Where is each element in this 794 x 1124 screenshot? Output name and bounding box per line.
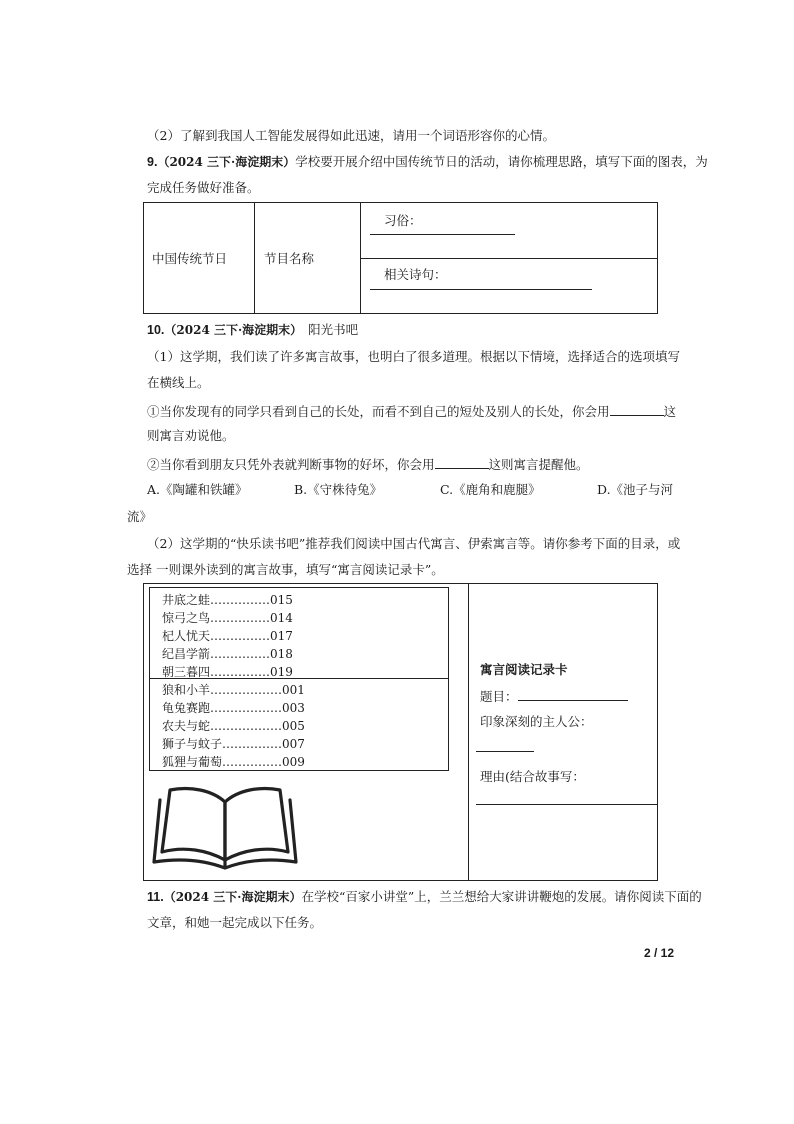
toc-chinese-fables xyxy=(149,587,449,679)
q10-number: 10. xyxy=(147,323,165,337)
q9-source: （2024 三下·海淀期末） xyxy=(157,155,296,169)
q11-line2: 文章，和她一起完成以下任务。 xyxy=(147,915,323,930)
toc-item: 狐狸与葡萄……………009 xyxy=(162,755,305,769)
poem-blank[interactable] xyxy=(370,289,592,290)
topic-blank[interactable] xyxy=(518,686,628,701)
q11-line1 xyxy=(147,888,702,906)
q8-sub2-text: （2）了解到我国人工智能发展得如此迅速，请用一个词语形容你的心情。 xyxy=(147,128,555,143)
option-c: C.《鹿角和鹿腿》 xyxy=(440,482,541,497)
q11-source: （2024 三下·海淀期末） xyxy=(163,890,302,904)
item2-tail: 这则寓言提醒他。 xyxy=(488,457,589,472)
q11-number: 11. xyxy=(147,890,164,904)
q10-item1-b: 则寓言劝说他。 xyxy=(147,428,235,443)
q11-text-a: 在学校“百家小讲堂”上，兰兰想给大家讲讲鞭炮的发展。请你阅读下面的 xyxy=(301,889,702,904)
toc-item: 农夫与蛇………………005 xyxy=(162,719,305,733)
fable-box xyxy=(143,583,658,881)
open-book-icon xyxy=(152,780,298,872)
q10-title: 阳光书吧 xyxy=(308,322,359,337)
festival-label: 中国传统节日 xyxy=(152,251,228,266)
q10-sub1-b: 在横线上。 xyxy=(147,375,210,390)
topic-label: 题目： xyxy=(480,689,518,704)
item1-text: ①当你发现有的同学只看到自己的长处，而看不到自己的短处及别人的长处，你会用 xyxy=(147,404,610,419)
q9-number: 9. xyxy=(147,155,158,169)
page-number: 2 / 12 xyxy=(643,946,674,960)
toc-item: 龟兔赛跑………………003 xyxy=(162,701,305,715)
option-d-cont: 流》 xyxy=(127,509,153,524)
q10-line1 xyxy=(147,321,358,339)
toc-item: 杞人忧天……………017 xyxy=(162,629,293,643)
toc-item: 纪昌学箭……………018 xyxy=(162,647,293,661)
q9-line2: 完成任务做好准备。 xyxy=(147,180,260,195)
reason-label: 理由(结合故事写： xyxy=(480,769,585,784)
card-topic xyxy=(480,686,628,705)
item1-blank[interactable] xyxy=(610,401,664,416)
q10-sub2-b: 选择 一则课外读到的寓言故事，填写“寓言阅读记录卡”。 xyxy=(127,562,444,577)
toc-item: 惊弓之鸟……………014 xyxy=(162,611,293,625)
option-d: D.《池子与河 xyxy=(597,482,674,497)
program-name-label: 节目名称 xyxy=(264,251,315,266)
card-title: 寓言阅读记录卡 xyxy=(480,662,568,677)
card-divider xyxy=(468,584,469,880)
protagonist-blank[interactable] xyxy=(476,739,534,752)
item2-text: ②当你看到朋友只凭外表就判断事物的好坏，你会用 xyxy=(147,457,435,472)
toc-item: 狼和小羊………………001 xyxy=(162,683,305,697)
q10-sub2-a: （2）这学期的“快乐读书吧”推荐我们阅读中国古代寓言、伊索寓言等。请你参考下面的目录，或 xyxy=(147,536,681,551)
reason-blank[interactable] xyxy=(476,792,658,805)
q9-line1 xyxy=(147,153,708,171)
q10-sub1-a: （1）这学期，我们读了许多寓言故事，也明白了很多道理。根据以下情境，选择适合的选项填写 xyxy=(147,349,680,364)
table-divider xyxy=(254,203,255,313)
q9-text-a: 学校要开展介绍中国传统节日的活动，请你梳理思路，填写下面的图表，为 xyxy=(295,154,708,169)
toc-aesop-fables xyxy=(149,678,449,771)
table-divider xyxy=(360,258,657,259)
custom-label: 习俗： xyxy=(384,213,422,228)
q10-source: （2024 三下·海淀期末） xyxy=(164,323,303,337)
toc-item: 朝三暮四……………019 xyxy=(162,665,293,679)
festival-table xyxy=(143,202,658,314)
item2-blank[interactable] xyxy=(435,454,489,469)
toc-item: 狮子与蚊子……………007 xyxy=(162,737,305,751)
option-b: B.《守株待兔》 xyxy=(294,482,383,497)
q10-item1 xyxy=(147,401,676,421)
protagonist-label: 印象深刻的主人公： xyxy=(480,714,593,729)
option-a: A.《陶罐和铁罐》 xyxy=(147,482,248,497)
custom-blank[interactable] xyxy=(370,234,515,235)
toc-item: 井底之蛙……………015 xyxy=(162,593,293,607)
poem-label: 相关诗句： xyxy=(384,267,447,282)
item1-tail: 这 xyxy=(663,404,677,419)
q10-item2 xyxy=(147,454,589,474)
